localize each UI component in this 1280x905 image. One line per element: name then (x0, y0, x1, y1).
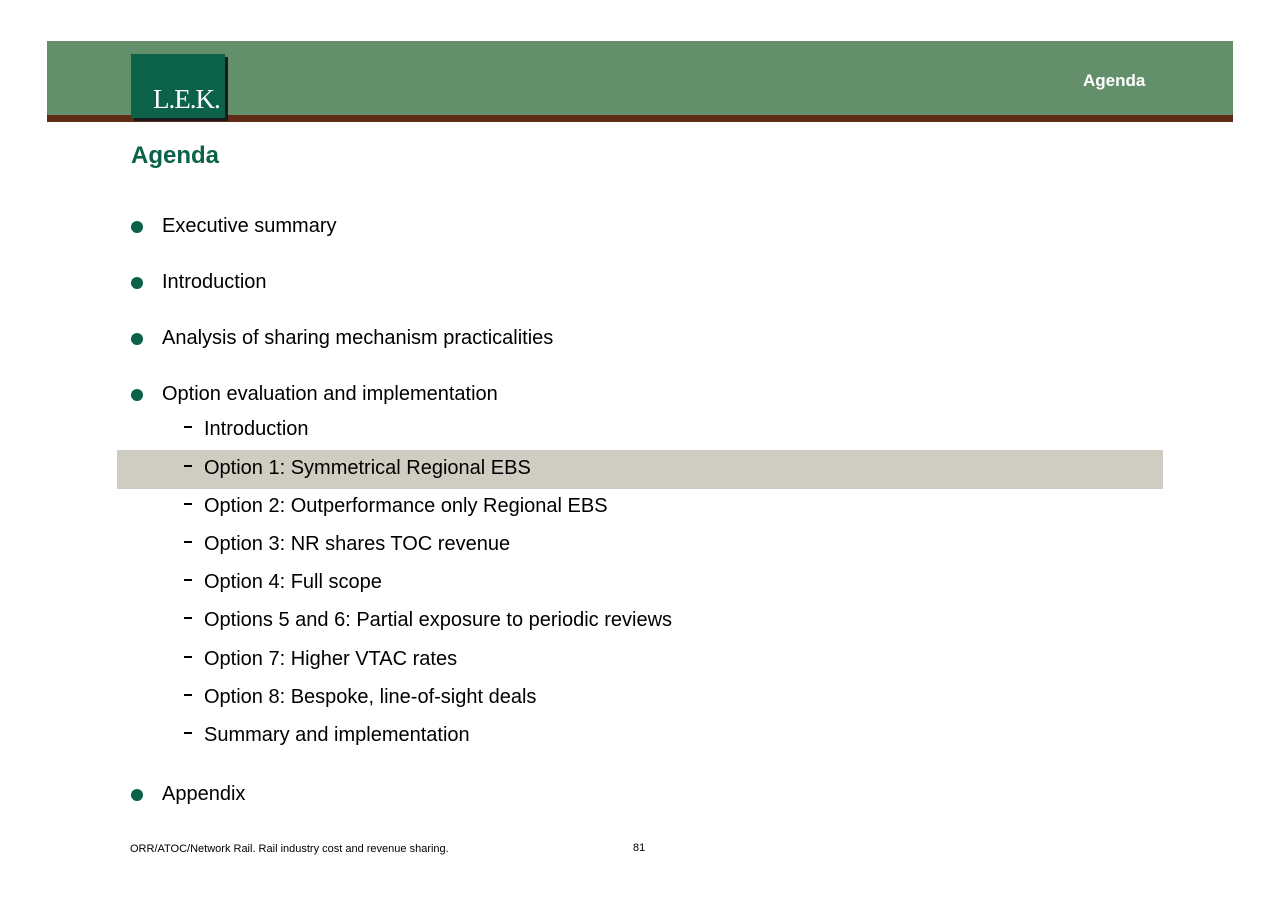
logo-text: L.E.K. (153, 84, 220, 114)
dash-icon (184, 503, 192, 505)
agenda-item-label: Introduction (162, 271, 267, 293)
dash-icon (184, 617, 192, 619)
dash-icon (184, 579, 192, 581)
agenda-item-label: Analysis of sharing mechanism practicalities (162, 327, 554, 349)
agenda-subitem-label: Option 8: Bespoke, line-of-sight deals (204, 686, 537, 708)
footer-source: ORR/ATOC/Network Rail. Rail industry cost and revenue sharing. (130, 843, 449, 855)
agenda-item-label: Appendix (162, 783, 246, 805)
bullet-dot-icon (131, 789, 143, 801)
agenda-subitem-label: Introduction (204, 418, 309, 440)
agenda-subitem-label: Summary and implementation (204, 724, 470, 746)
agenda-subitem-label: Option 7: Higher VTAC rates (204, 648, 458, 670)
dash-icon (184, 426, 192, 428)
agenda-subitem-label: Options 5 and 6: Partial exposure to periodic reviews (204, 609, 673, 631)
dash-icon (184, 732, 192, 734)
bullet-dot-icon (131, 277, 143, 289)
agenda-item-label: Executive summary (162, 215, 337, 237)
agenda-subitem-label: Option 4: Full scope (204, 571, 382, 593)
bullet-dot-icon (131, 333, 143, 345)
page-number: 81 (633, 842, 646, 854)
header-section-title: Agenda (1083, 71, 1146, 90)
lek-logo (131, 54, 225, 118)
dash-icon (184, 656, 192, 658)
dash-icon (184, 541, 192, 543)
agenda-item-label: Option evaluation and implementation (162, 383, 498, 405)
dash-icon (184, 694, 192, 696)
bullet-dot-icon (131, 221, 143, 233)
dash-icon (184, 465, 192, 467)
agenda-subitem-label: Option 1: Symmetrical Regional EBS (204, 457, 531, 479)
agenda-subitem-label: Option 3: NR shares TOC revenue (204, 533, 511, 555)
agenda-subitem-label: Option 2: Outperformance only Regional EBS (204, 495, 608, 517)
page-title: Agenda (131, 142, 220, 169)
bullet-dot-icon (131, 389, 143, 401)
